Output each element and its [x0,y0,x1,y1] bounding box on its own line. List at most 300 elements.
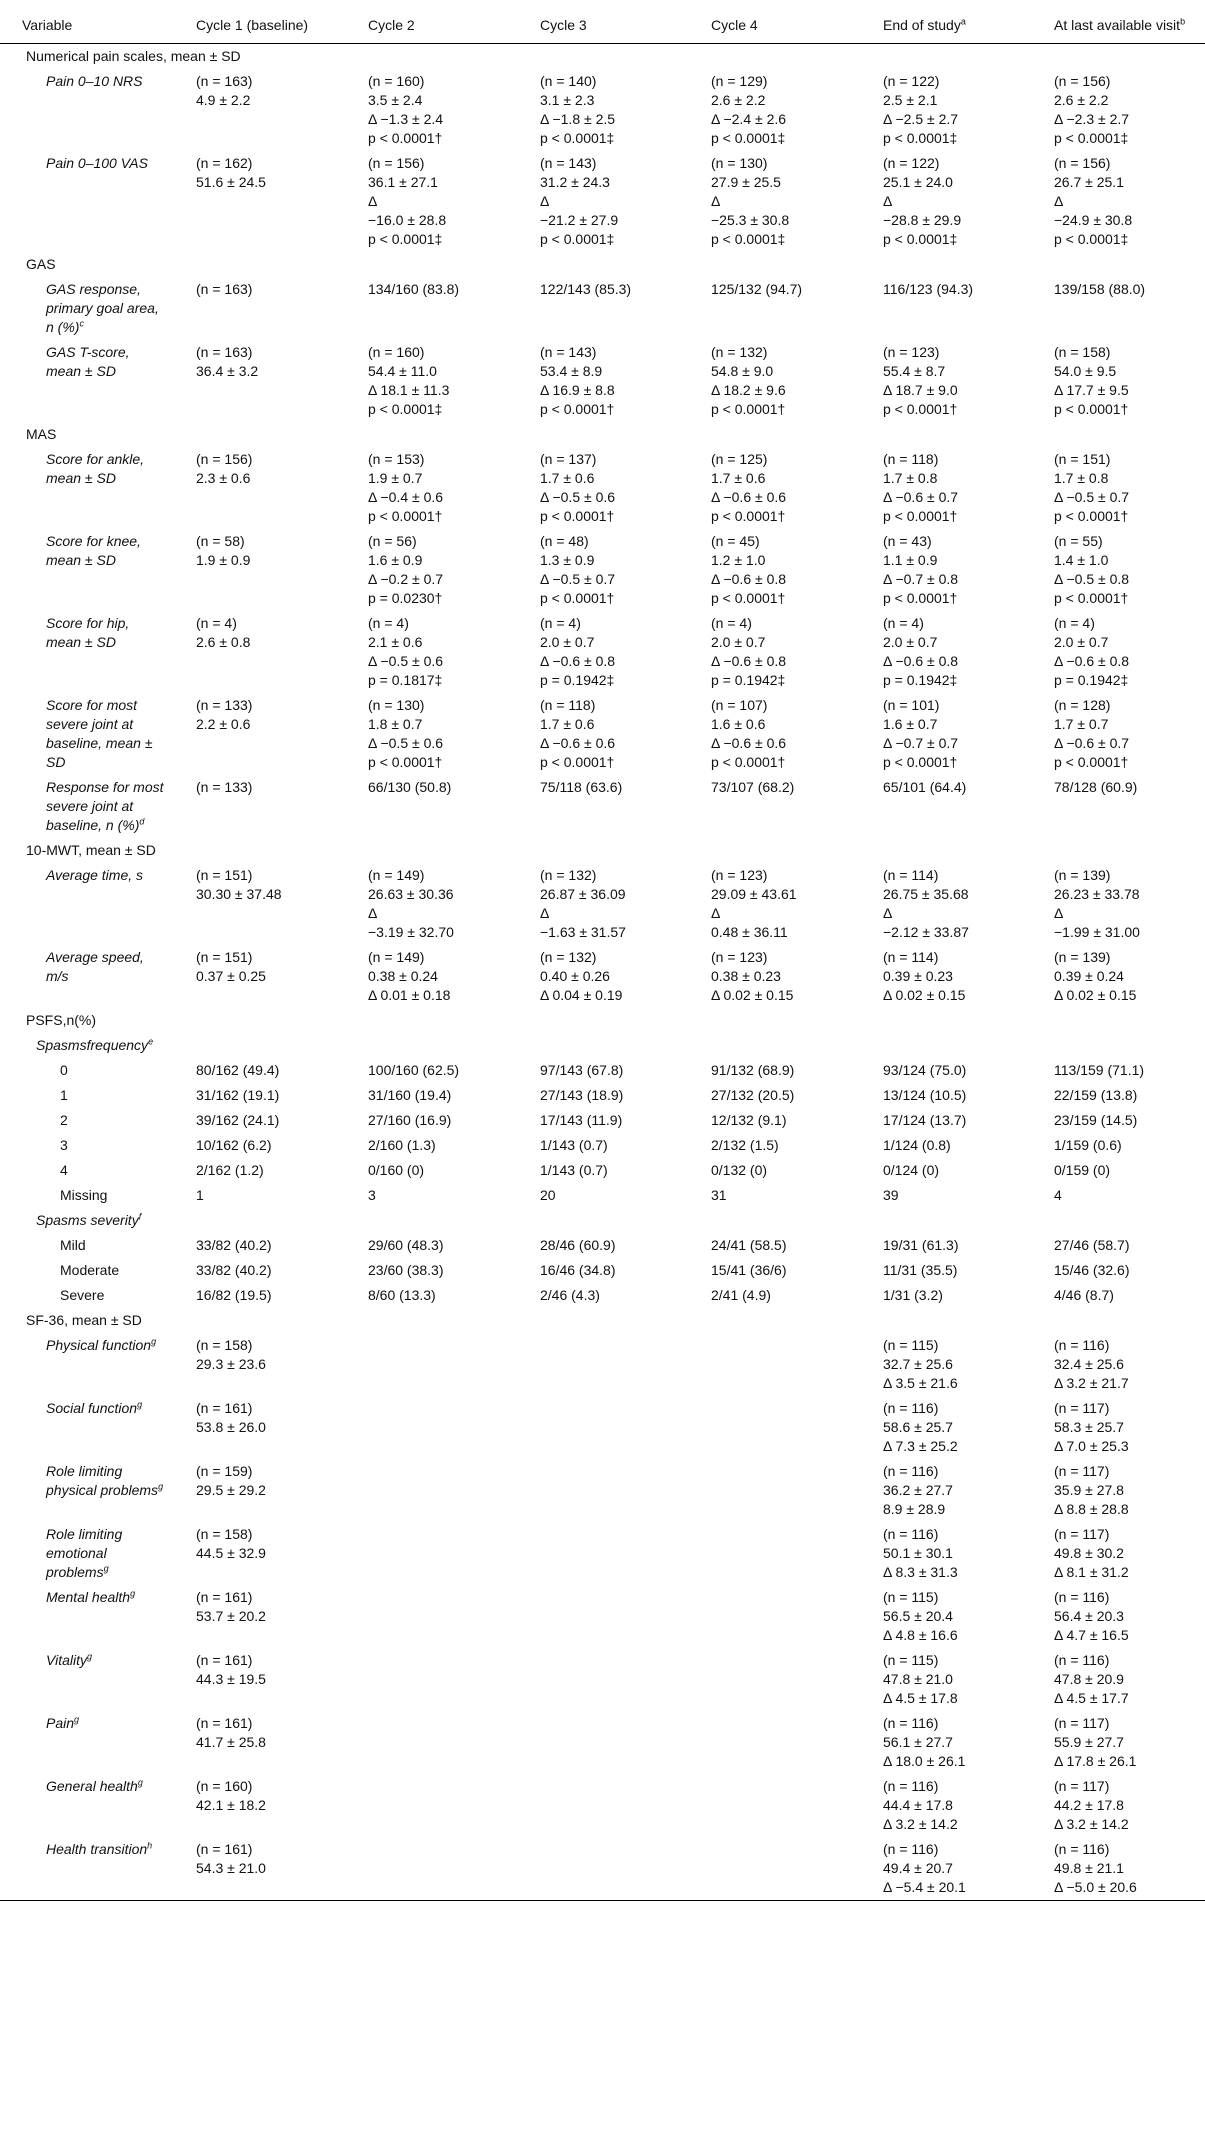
section-header-row [0,44,1205,70]
table-row [0,775,1205,838]
cell-line: (n = 163) [196,281,253,297]
table-cell [514,1774,685,1837]
cell-line: 26.23 ± 33.78 [1054,886,1140,902]
cell-line: p < 0.0001† [883,754,958,770]
cell-line: Δ −0.6 ± 0.8 [1054,653,1130,669]
cell-line: 8/60 (13.3) [368,1287,436,1303]
cell-line: Δ −2.5 ± 2.7 [883,111,959,127]
section-title: Numerical pain scales, mean ± SD [26,48,241,64]
table-cell [514,1233,685,1258]
cell-line: Δ [883,193,893,209]
cell-line: 32.4 ± 25.6 [1054,1356,1124,1372]
section-header-row [0,1008,1205,1033]
cell-line: Δ [540,193,550,209]
table-cell [857,529,1028,611]
cell-line: −2.12 ± 33.87 [883,924,969,940]
table-cell [685,1083,857,1108]
table-cell [342,1108,514,1133]
cell-line: 56.4 ± 20.3 [1054,1608,1124,1624]
cell-line: Δ −0.6 ± 0.8 [711,571,787,587]
cell-line: (n = 122) [883,155,940,171]
table-cell [857,945,1028,1008]
table-cell [514,69,685,151]
cell-line: 2/132 (1.5) [711,1137,779,1153]
table-cell [685,1522,857,1585]
cell-line: Δ −0.7 ± 0.7 [883,735,959,751]
variable-label: Social function$^g$ [46,1399,143,1416]
cell-line: (n = 153) [368,451,425,467]
table-cell [170,1396,342,1459]
cell-line: Δ [1054,193,1064,209]
cell-line: p < 0.0001‡ [540,130,615,146]
cell-line: (n = 117) [1054,1463,1110,1479]
table-cell [857,693,1028,775]
table-cell [857,1158,1028,1183]
cell-line: 8.9 ± 28.9 [883,1501,946,1517]
variable-label: Mental health$^g$ [46,1588,136,1605]
table-cell [857,1333,1028,1396]
variable-label: Score for knee, mean ± SD [46,533,141,568]
cell-line: 36.4 ± 3.2 [196,363,259,379]
header-cycle-1: Cycle 1 (baseline) [196,17,309,33]
cell-line: (n = 114) [883,949,939,965]
cell-line: (n = 4) [883,615,924,631]
cell-line: (n = 107) [711,697,768,713]
cell-line: 1.9 ± 0.7 [368,470,423,486]
cell-line: (n = 132) [540,949,597,965]
cell-line: 2/160 (1.3) [368,1137,436,1153]
cell-line: 1.6 ± 0.7 [883,716,938,732]
cell-line: (n = 137) [540,451,597,467]
cell-line: (n = 133) [196,779,253,795]
cell-line: (n = 118) [883,451,939,467]
cell-line: 1 [196,1187,204,1203]
cell-line: Δ 0.01 ± 0.18 [368,987,451,1003]
cell-line: (n = 116) [883,1526,939,1542]
cell-line: Δ −0.7 ± 0.8 [883,571,959,587]
cell-line: −3.19 ± 32.70 [368,924,454,940]
cell-line: Δ 8.3 ± 31.3 [883,1564,958,1580]
cell-line: 2.0 ± 0.7 [1054,634,1109,650]
cell-line: Δ [540,905,550,921]
cell-line: 51.6 ± 24.5 [196,174,266,190]
cell-line: p < 0.0001‡ [883,130,958,146]
cell-line: 44.2 ± 17.8 [1054,1797,1124,1813]
cell-line: p < 0.0001† [711,590,786,606]
cell-line: Δ −0.6 ± 0.8 [540,653,616,669]
table-cell [685,1333,857,1396]
cell-line: Δ 4.7 ± 16.5 [1054,1627,1129,1643]
cell-line: 1.4 ± 1.0 [1054,552,1109,568]
cell-line: 2.2 ± 0.6 [196,716,251,732]
table-row [0,1774,1205,1837]
table-cell [685,1233,857,1258]
cell-line: (n = 123) [883,344,940,360]
section-title: GAS [26,256,56,272]
table-row [0,340,1205,422]
table-cell [1028,611,1205,693]
cell-line: 20 [540,1187,556,1203]
cell-line: Δ −0.6 ± 0.6 [711,489,787,505]
cell-line: p = 0.1942‡ [883,672,958,688]
cell-line: (n = 156) [1054,73,1111,89]
section-header-row [0,422,1205,447]
cell-line: 1.7 ± 0.8 [1054,470,1109,486]
table-cell [857,1133,1028,1158]
table-cell [685,1133,857,1158]
cell-line: 47.8 ± 20.9 [1054,1671,1124,1687]
cell-line: (n = 161) [196,1715,253,1731]
table-cell [514,1108,685,1133]
table-cell [514,945,685,1008]
cell-line: (n = 117) [1054,1778,1110,1794]
cell-line: 78/128 (60.9) [1054,779,1138,795]
table-cell [1028,775,1205,838]
variable-label: Average time, s [46,867,144,883]
cell-line: 1/159 (0.6) [1054,1137,1122,1153]
table-cell [685,151,857,252]
cell-line: 1/31 (3.2) [883,1287,943,1303]
table-row [0,1183,1205,1208]
cell-line: 15/46 (32.6) [1054,1262,1130,1278]
cell-line: (n = 151) [196,949,253,965]
cell-line: (n = 161) [196,1400,253,1416]
cell-line: −21.2 ± 27.9 [540,212,619,228]
table-cell [342,611,514,693]
table-cell [342,1158,514,1183]
variable-label: Health transition$^h$ [46,1840,153,1857]
cell-line: Δ [368,193,378,209]
table-cell [514,1396,685,1459]
cell-line: p < 0.0001† [711,401,786,417]
cell-line: p < 0.0001† [1054,401,1129,417]
cell-line: 12/132 (9.1) [711,1112,787,1128]
cell-line: Δ 4.5 ± 17.7 [1054,1690,1129,1706]
category-label: 4 [60,1162,68,1178]
variable-label: Score for ankle, mean ± SD [46,451,145,486]
cell-line: (n = 116) [883,1841,939,1857]
cell-line: Δ 18.7 ± 9.0 [883,382,958,398]
cell-line: −1.63 ± 31.57 [540,924,626,940]
cell-line: Δ 3.5 ± 21.6 [883,1375,958,1391]
table-row [0,1837,1205,1901]
cell-line: (n = 123) [711,949,768,965]
cell-line: (n = 56) [368,533,417,549]
cell-line: 2/162 (1.2) [196,1162,264,1178]
table-row [0,277,1205,340]
cell-line: (n = 163) [196,73,253,89]
table-cell [1028,1283,1205,1308]
cell-line: Δ −0.5 ± 0.8 [1054,571,1130,587]
cell-line: 0/132 (0) [711,1162,768,1178]
cell-line: 55.9 ± 27.7 [1054,1734,1124,1750]
table-cell [857,1108,1028,1133]
cell-line: (n = 55) [1054,533,1103,549]
cell-line: Δ 8.1 ± 31.2 [1054,1564,1129,1580]
table-cell [857,1774,1028,1837]
table-cell [342,69,514,151]
variable-label: GAS response, primary goal area, n (%)$^c$ [46,281,159,335]
cell-line: 25.1 ± 24.0 [883,174,953,190]
cell-line: 17/124 (13.7) [883,1112,967,1128]
cell-line: 0.38 ± 0.23 [711,968,781,984]
category-label: Severe [60,1287,105,1303]
table-cell [1028,1522,1205,1585]
table-cell [514,1585,685,1648]
cell-line: 23/159 (14.5) [1054,1112,1138,1128]
cell-line: Δ −0.5 ± 0.6 [540,489,616,505]
cell-line: 27.9 ± 25.5 [711,174,781,190]
cell-line: 41.7 ± 25.8 [196,1734,266,1750]
table-cell [1028,1648,1205,1711]
cell-line: 1/143 (0.7) [540,1162,608,1178]
cell-line: Δ 16.9 ± 8.8 [540,382,615,398]
cell-line: 27/143 (18.9) [540,1087,624,1103]
cell-line: (n = 149) [368,949,425,965]
cell-line: (n = 161) [196,1589,253,1605]
cell-line: 134/160 (83.8) [368,281,460,297]
cell-line: 31/160 (19.4) [368,1087,452,1103]
cell-line: Δ −1.3 ± 2.4 [368,111,444,127]
cell-line: Δ 0.02 ± 0.15 [883,987,966,1003]
cell-line: (n = 115) [883,1337,939,1353]
table-row [0,693,1205,775]
cell-line: Δ 3.2 ± 14.2 [883,1816,958,1832]
cell-line: 53.8 ± 26.0 [196,1419,266,1435]
section-title: SF-36, mean ± SD [26,1312,142,1328]
variable-label: Role limiting physical problems$^g$ [46,1463,164,1498]
subsection-row [0,1208,1205,1233]
table-row [0,1108,1205,1133]
cell-line: 0/159 (0) [1054,1162,1111,1178]
cell-line: 66/130 (50.8) [368,779,452,795]
table-cell [514,1058,685,1083]
cell-line: (n = 116) [1054,1841,1110,1857]
cell-line: Δ [883,905,893,921]
cell-line: 27/132 (20.5) [711,1087,795,1103]
cell-line: (n = 116) [883,1715,939,1731]
cell-line: Δ 4.8 ± 16.6 [883,1627,958,1643]
table-cell [170,340,342,422]
cell-line: 22/159 (13.8) [1054,1087,1138,1103]
cell-line: p < 0.0001† [1054,754,1129,770]
table-cell [170,1158,342,1183]
table-cell [170,1837,342,1901]
cell-line: 10/162 (6.2) [196,1137,272,1153]
cell-line: (n = 4) [711,615,752,631]
table-cell [857,69,1028,151]
table-cell [1028,1083,1205,1108]
table-cell [514,340,685,422]
cell-line: 1.7 ± 0.8 [883,470,938,486]
section-title: 10-MWT, mean ± SD [26,842,156,858]
cell-line: 23/60 (38.3) [368,1262,444,1278]
table-cell [1028,1183,1205,1208]
subsection-label: Spasmsfrequency$^e$ [36,1036,154,1053]
cell-line: (n = 123) [711,867,768,883]
table-row [0,1396,1205,1459]
table-cell [685,945,857,1008]
table-cell [342,1585,514,1648]
cell-line: (n = 4) [196,615,237,631]
cell-line: Δ −0.5 ± 0.6 [368,653,444,669]
cell-line: 58.6 ± 25.7 [883,1419,953,1435]
table-cell [857,1083,1028,1108]
table-cell [1028,1258,1205,1283]
cell-line: (n = 139) [1054,949,1111,965]
cell-line: (n = 116) [883,1400,939,1416]
cell-line: 29.3 ± 23.6 [196,1356,266,1372]
table-cell [514,1258,685,1283]
cell-line: 26.63 ± 30.36 [368,886,454,902]
cell-line: p < 0.0001† [883,590,958,606]
cell-line: p = 0.0230† [368,590,443,606]
table-cell [342,1396,514,1459]
cell-line: Δ [368,905,378,921]
table-cell [170,1083,342,1108]
cell-line: 30.30 ± 37.48 [196,886,282,902]
table-cell [514,1183,685,1208]
table-cell [514,1711,685,1774]
table-cell [1028,1158,1205,1183]
cell-line: 15/41 (36/6) [711,1262,787,1278]
table-cell [685,863,857,945]
table-cell [857,1585,1028,1648]
table-cell [170,1459,342,1522]
cell-line: p = 0.1942‡ [711,672,786,688]
table-cell [685,1459,857,1522]
cell-line: p < 0.0001‡ [540,231,615,247]
table-row [0,611,1205,693]
cell-line: 49.8 ± 30.2 [1054,1545,1124,1561]
table-row [0,69,1205,151]
table-cell [685,529,857,611]
table-cell [857,1233,1028,1258]
cell-line: 0.39 ± 0.24 [1054,968,1124,984]
cell-line: 1/143 (0.7) [540,1137,608,1153]
table-cell [514,1333,685,1396]
cell-line: −24.9 ± 30.8 [1054,212,1133,228]
table-cell [342,1459,514,1522]
cell-line: (n = 160) [368,344,425,360]
table-cell [857,1183,1028,1208]
cell-line: (n = 163) [196,344,253,360]
table-cell [857,863,1028,945]
table-cell [170,1522,342,1585]
cell-line: (n = 122) [883,73,940,89]
cell-line: Δ −2.4 ± 2.6 [711,111,787,127]
cell-line: (n = 118) [540,697,596,713]
cell-line: (n = 116) [883,1778,939,1794]
table-cell [685,611,857,693]
cell-line: 29/60 (48.3) [368,1237,444,1253]
cell-line: p < 0.0001† [368,754,443,770]
table-row [0,1333,1205,1396]
cell-line: (n = 162) [196,155,253,171]
table-cell [685,1837,857,1901]
cell-line: 75/118 (63.6) [540,779,623,795]
cell-line: (n = 116) [883,1463,939,1479]
cell-line: (n = 116) [1054,1652,1110,1668]
cell-line: 50.1 ± 30.1 [883,1545,953,1561]
cell-line: (n = 117) [1054,1400,1110,1416]
cell-line: (n = 4) [368,615,409,631]
cell-line: p < 0.0001‡ [368,231,443,247]
cell-line: 31.2 ± 24.3 [540,174,610,190]
cell-line: (n = 159) [196,1463,253,1479]
cell-line: (n = 143) [540,344,597,360]
table-cell [857,1058,1028,1083]
cell-line: 93/124 (75.0) [883,1062,967,1078]
cell-line: (n = 125) [711,451,768,467]
cell-line: (n = 101) [883,697,940,713]
cell-line: (n = 160) [368,73,425,89]
table-cell [342,863,514,945]
table-cell [685,277,857,340]
cell-line: Δ −0.4 ± 0.6 [368,489,444,505]
subsection-label: Spasms severity$^f$ [36,1211,142,1228]
cell-line: 91/132 (68.9) [711,1062,795,1078]
table-cell [857,775,1028,838]
cell-line: 49.8 ± 21.1 [1054,1860,1124,1876]
cell-line: 11/31 (35.5) [883,1262,958,1278]
cell-line: 2/46 (4.3) [540,1287,600,1303]
table-cell [342,1522,514,1585]
cell-line: 32.7 ± 25.6 [883,1356,953,1372]
cell-line: (n = 43) [883,533,932,549]
table-row [0,1522,1205,1585]
cell-line: 125/132 (94.7) [711,281,803,297]
table-cell [342,1133,514,1158]
table-cell [342,1711,514,1774]
variable-label: Pain 0–10 NRS [46,73,143,89]
cell-line: (n = 117) [1054,1526,1110,1542]
cell-line: Δ −5.0 ± 20.6 [1054,1879,1137,1895]
section-header-row [0,252,1205,277]
cell-line: (n = 156) [196,451,253,467]
cell-line: 16/46 (34.8) [540,1262,616,1278]
table-cell [170,1133,342,1158]
cell-line: 49.4 ± 20.7 [883,1860,953,1876]
table-cell [514,611,685,693]
table-cell [1028,447,1205,529]
table-row [0,1459,1205,1522]
cell-line: 26.7 ± 25.1 [1054,174,1124,190]
cell-line: 16/82 (19.5) [196,1287,272,1303]
table-cell [1028,945,1205,1008]
cell-line: 65/101 (64.4) [883,779,967,795]
cell-line: 1.1 ± 0.9 [883,552,938,568]
table-cell [1028,151,1205,252]
table-body [0,44,1205,1901]
cell-line: 0/124 (0) [883,1162,940,1178]
table-cell [514,1133,685,1158]
cell-line: p = 0.1817‡ [368,672,443,688]
category-label: 2 [60,1112,68,1128]
category-label: 1 [60,1087,68,1103]
table-cell [1028,1459,1205,1522]
cell-line: 2.0 ± 0.7 [883,634,938,650]
cell-line: 28/46 (60.9) [540,1237,616,1253]
section-title: PSFS,n(%) [26,1012,97,1028]
cell-line: (n = 130) [711,155,768,171]
table-cell [857,1648,1028,1711]
cell-line: 122/143 (85.3) [540,281,632,297]
variable-label: Score for hip, mean ± SD [46,615,130,650]
variable-label: Response for most severe joint at baseline, n (%)$^d$ [46,779,164,833]
header-end-of-study: End of study$^a$ [883,16,966,33]
cell-line: 4/46 (8.7) [1054,1287,1114,1303]
